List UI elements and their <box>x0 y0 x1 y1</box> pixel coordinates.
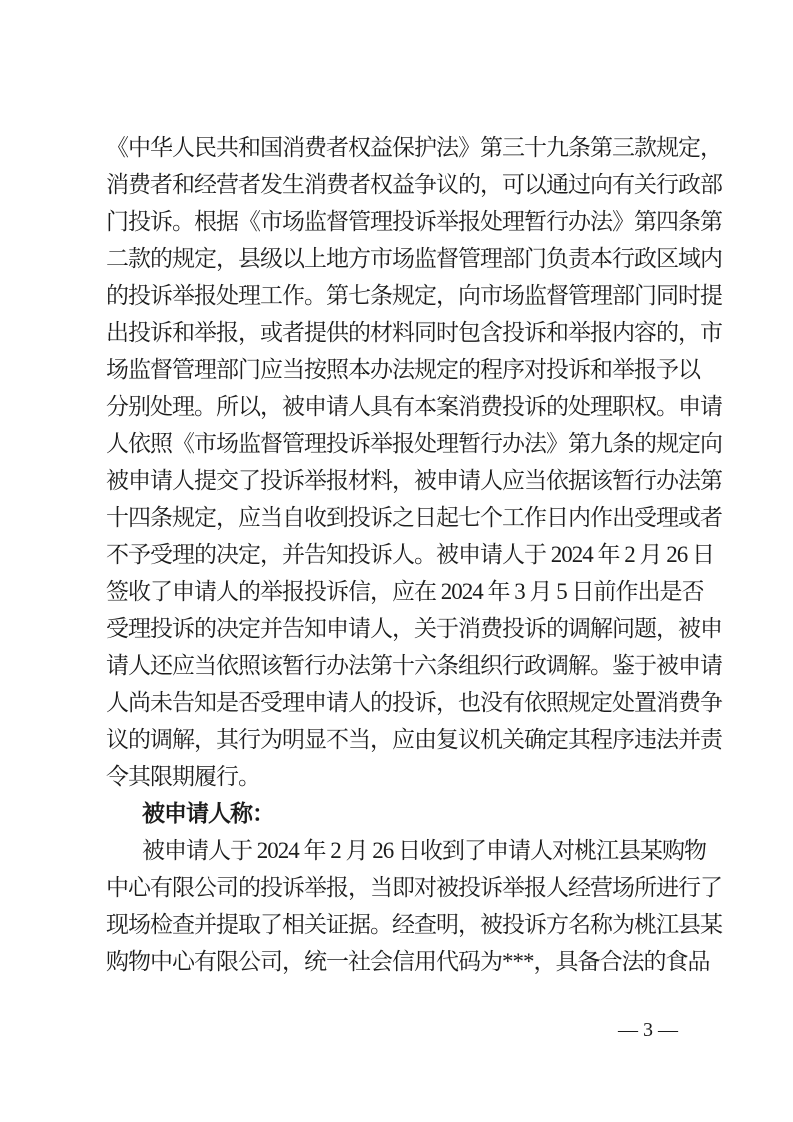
paragraph-line: 购物中心有限公司，统一社会信用代码为***，具备合法的食品 <box>106 949 710 974</box>
paragraph-line: 中心有限公司的投诉举报，当即对被投诉举报人经营场所进行了 <box>106 875 722 900</box>
paragraph-line: 被申请人于 2024 年 2 月 26 日收到了申请人对桃江县某购物 <box>142 838 706 863</box>
paragraph-line: 被申请人提交了投诉举报材料，被申请人应当依据该暂行办法第 <box>106 468 722 493</box>
paragraph-line: 受理投诉的决定并告知申请人，关于消费投诉的调解问题，被申 <box>106 616 722 641</box>
page-number: — 3 — <box>618 1019 678 1041</box>
paragraph-line: 《中华人民共和国消费者权益保护法》第三十九条第三款规定， <box>106 135 722 160</box>
paragraph-line: 场监督管理部门应当按照本办法规定的程序对投诉和举报予以 <box>106 357 700 382</box>
paragraph-line: 签收了申请人的举报投诉信，应在 2024 年 3 月 5 日前作出是否 <box>106 579 704 604</box>
paragraph-line: 二款的规定，县级以上地方市场监督管理部门负责本行政区域内 <box>106 246 722 271</box>
paragraph-line: 消费者和经营者发生消费者权益争议的，可以通过向有关行政部 <box>106 172 722 197</box>
paragraph-line: 现场检查并提取了相关证据。经查明，被投诉方名称为桃江县某 <box>106 912 722 937</box>
paragraph-line: 议的调解，其行为明显不当，应由复议机关确定其程序违法并责 <box>106 727 722 752</box>
paragraph-line: 令其限期履行。 <box>106 764 260 789</box>
paragraph-line: 出投诉和举报，或者提供的材料同时包含投诉和举报内容的，市 <box>106 320 722 345</box>
paragraph-line: 门投诉。根据《市场监督管理投诉举报处理暂行办法》第四条第 <box>106 209 722 234</box>
paragraph-line: 十四条规定，应当自收到投诉之日起七个工作日内作出受理或者 <box>106 505 722 530</box>
paragraph-line: 的投诉举报处理工作。第七条规定，向市场监督管理部门同时提 <box>106 283 722 308</box>
section-heading-respondent: 被申请人称： <box>142 801 274 826</box>
paragraph-line: 请人还应当依照该暂行办法第十六条组织行政调解。鉴于被申请 <box>106 653 722 678</box>
paragraph-line: 人尚未告知是否受理申请人的投诉，也没有依照规定处置消费争 <box>106 690 722 715</box>
paragraph-line: 不予受理的决定，并告知投诉人。被申请人于 2024 年 2 月 26 日 <box>106 542 714 567</box>
document-body <box>106 129 728 980</box>
paragraph-line: 分别处理。所以，被申请人具有本案消费投诉的处理职权。申请 <box>106 394 722 419</box>
paragraph-line: 人依照《市场监督管理投诉举报处理暂行办法》第九条的规定向 <box>106 431 722 456</box>
